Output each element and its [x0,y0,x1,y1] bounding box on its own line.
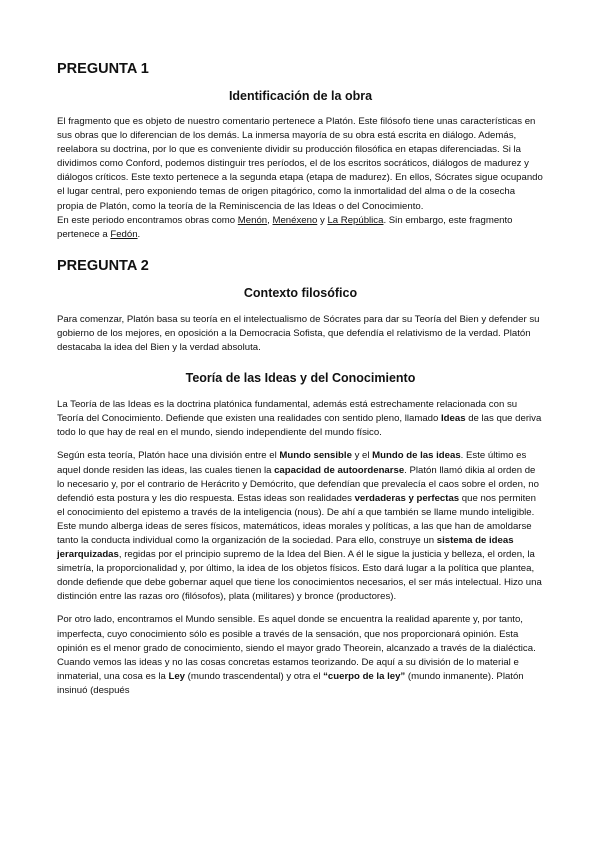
section-title-teoria: Teoría de las Ideas y del Conocimiento [185,371,416,386]
bold-term: Ideas [441,413,466,425]
work-title-link[interactable]: La República [327,214,384,226]
work-title-link[interactable]: Fedón [110,228,138,240]
paragraph-identificacion [57,115,544,242]
paragraph-contexto: Para comenzar, Platón basa su teoría en el intelectualismo de Sócrates para dar su Teoría del Bien y defender su gobierno de los mejores, en oposición a la Democracia Sofista, que defendía el relativismo de la verdad. Platón destacaba la idea del Bien y la verdad absoluta. [57,313,540,354]
work-title-link[interactable]: Menón [237,214,268,226]
section-title-identificacion: Identificación de la obra [228,89,373,103]
section-title-contexto: Contexto filosófico [243,285,358,300]
work-title-link[interactable]: Menéxeno [272,214,318,226]
paragraph-teoria-2 [57,449,544,604]
paragraph-text: El fragmento que es objeto de nuestro comentario pertenece a Platón. Este filósofo tiene unas características en sus obras que lo diferencian de los demás. La inmersa mayoría de su obra está escrita en diálogo. Además, reelabora su doctrina, por lo que es conveniente dividir su producción filosófica en etapas diferenciadas. Si la dividimos como Conford, podemos distinguir tres períodos, el de los escritos socráticos, diálogos de madurez y diálogos críticos. Este texto pertenece a la segunda etapa (etapa de madurez). En ellos, Sócrates sigue ocupando el lugar central, pero exponiendo temas de origen pitagórico, como la inmortalidad del alma o de la cosecha propia de Platón, como la teoría de la Reminiscencia de las Ideas o del Conocimiento. [57,116,543,212]
paragraph-text: . Platón llamó dikia al orden de lo necesario y, por el contrario de Herácrito y Demócrito, que defendían que prevalecía el caos sobre el orden, no defendió esta postura y les dio respuesta. Estas ideas son realidades [57,464,539,504]
paragraph-text: . [137,228,141,240]
paragraph-text: , regidas por el principio supremo de la Idea del Bien. A él le sigue la justicia y belleza, el orden, la simetría, la proporcionalidad y, por último, la idea de los objetos físicos. Esto dará lugar a la política que plantea, donde defiende que debe gobernar aquel que tiene los conocimientos necesarios, el ser más intelectual. Hizo una distinción entre las razas oro (filósofos), plata (militares) y bronce (productores). [57,549,542,603]
bold-term: Ley [168,670,185,682]
bold-term: sistema de ideas jerarquizadas [57,534,514,561]
paragraph-text: . Sin embargo, este fragmento pertenece a [57,214,513,240]
paragraph-text: Según esta teoría, Platón hace una división entre el [57,450,280,462]
bold-term: verdaderas y perfectas [354,492,460,504]
separator-text: y [317,214,328,226]
bold-term: capacidad de autoordenarse [274,464,405,476]
bold-term: Mundo de las ideas [372,450,461,462]
paragraph-text: En este periodo encontramos obras como [57,214,238,226]
paragraph-text: (mundo inmanente). Platón insinuó (después [57,670,524,696]
paragraph-teoria-3 [57,613,544,698]
separator-text: , [267,214,273,226]
paragraph-teoria-1 [57,398,544,440]
paragraph-text: (mundo trascendental) y otra el [185,670,324,682]
paragraph-text: que nos permiten el conocimiento del epistemo a través de la inteligencia (nous). De ahí a que también se llame mundo inteligible. Este mundo alberga ideas de seres físicos, matemáticos, ideas morales y políticas, a las que han de amoldarse tanto la conducta individual como la organización de la sociedad. Para ello, construye un [57,492,536,546]
bold-term: Mundo sensible [279,450,352,462]
question-1-heading: PREGUNTA 1 [57,61,149,77]
paragraph-text: . Este último es aquel donde residen las ideas, las cuales tienen la [57,450,527,476]
paragraph-text: Por otro lado, encontramos el Mundo sensible. Es aquel donde se encuentra la realidad aparente y, por tanto, imperfecta, cuyo conocimiento sólo es posible a través de la sensación, que nos proporcionará opinión. Esta opinión es el menor grado de conocimiento, siendo el mayor grado Theorein, alcanzado a través de la dialéctica. Cuando vemos las ideas y no las cosas concretas estamos teorizando. De aquí a su división de lo material e inmaterial, una cosa es la [57,614,536,682]
paragraph-text: La Teoría de las Ideas es la doctrina platónica fundamental, además está estrechamente relacionada con su Teoría del Conocimiento. Defiende que existen una realidades con sentido pleno, llamado [57,399,518,425]
paragraph-text: de las que deriva todo lo que hay de real en el mundo, siendo independiente del mundo físico. [57,413,542,439]
bold-term: “cuerpo de la ley” [323,670,406,682]
question-2-heading: PREGUNTA 2 [57,257,149,274]
paragraph-text: y el [351,450,373,462]
